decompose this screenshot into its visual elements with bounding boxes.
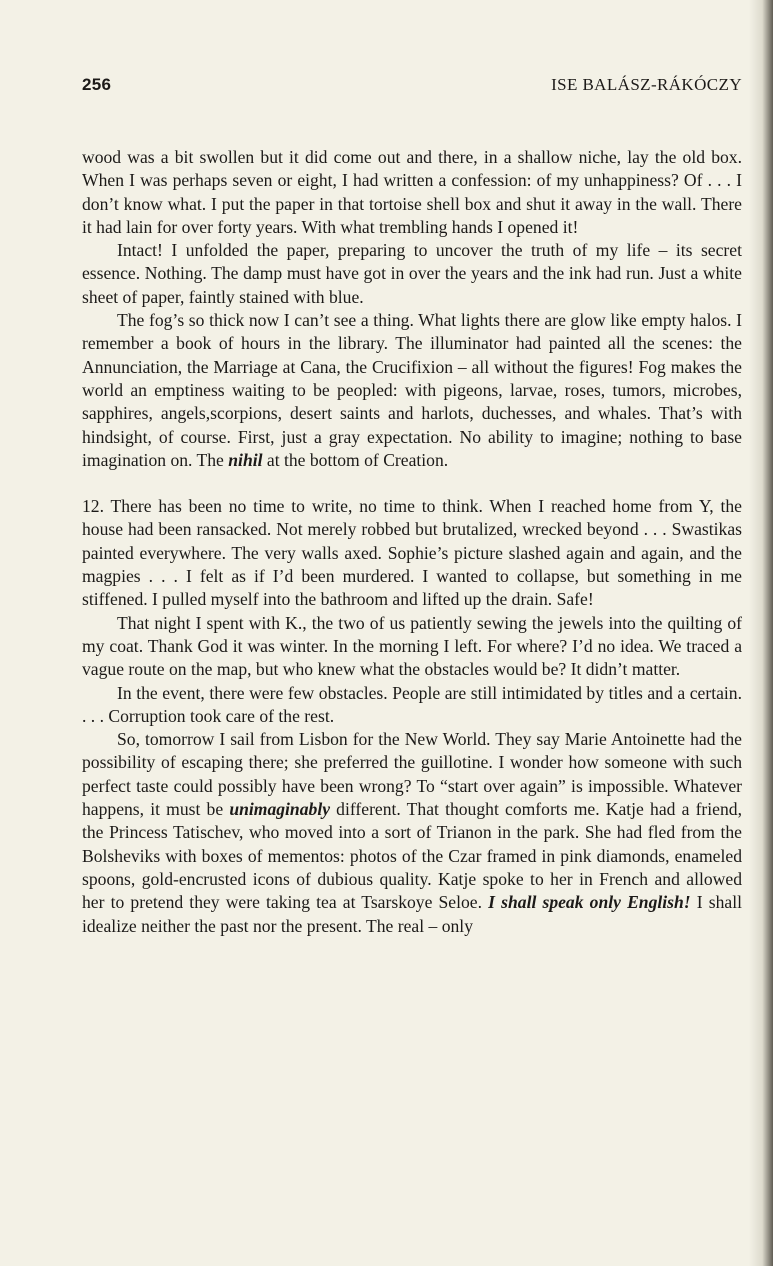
running-title: ISE BALÁSZ-RÁKÓCZY <box>551 75 742 94</box>
paragraph-3-text-b: at the bottom of Creation. <box>262 449 449 470</box>
emphasis-nihil: nihil <box>228 449 263 470</box>
paragraph-7 <box>82 728 742 938</box>
paragraph-4-section-12: 12. There has been no time to write, no time to think. When I reached home from Y, the house had been ransacked. Not merely robbed but brutalized, wrecked beyond . . . Swastikas painted everywhere. The very walls axed. Sophie’s picture slashed again and again, and the magpies . . . I felt as if I’d been murdered. I wanted to collapse, but something in me stiffened. I pulled myself into the bathroom and lifted up the drain. Safe! <box>82 496 742 610</box>
paragraph-7-text-a: So, tomorrow I sail from Lisbon for the New World. They say Marie Antoinette had the possibility of escaping there; she preferred the guillotine. I wonder how someone with such perfect taste could possibly have been wrong? To “start over again” is impossible. Whatever happens, it must be <box>82 729 742 820</box>
paragraph-5: That night I spent with K., the two of us patiently sewing the jewels into the quilting of my coat. Thank God it was winter. In the morning I left. For where? I’d no idea. We traced a vague route on the map, but who knew what the obstacles would be? It didn’t matter. <box>82 612 742 680</box>
running-head <box>82 75 742 101</box>
paragraph-2: Intact! I unfolded the paper, preparing to uncover the truth of my life – its secret essence. Nothing. The damp must have got in over the years and the ink had run. Just a white sheet of paper, faintly stained with blue. <box>82 240 742 307</box>
paragraph-3-text-a: The fog’s so thick now I can’t see a thing. What lights there are glow like empty halos. I remember a book of hours in the library. The illuminator had painted all the scenes: the Annunciation, the Marriage at Cana, the Crucifixion – all without the figures! Fog makes the world an emptiness waiting to be peopled: with pigeons, larvae, roses, tumors, microbes, sapphires, angels,scorpions, desert saints and harlots, duchesses, and whales. That’s with hindsight, of course. First, just a gray expectation. No ability to imagine; nothing to base imagination on. The <box>82 310 742 470</box>
paragraph-1: wood was a bit swollen but it did come out and there, in a shallow niche, lay the old box. When I was perhaps seven or eight, I had written a confession: of my unhappiness? Of . . . I don’t know what. I put the paper in that tortoise shell box and shut it away in the wall. There it had lain for over forty years. With what trembling hands I opened it! <box>82 147 742 237</box>
emphasis-unimaginably: unimaginably <box>229 799 331 820</box>
emphasis-speak-english: I shall speak only English! <box>488 892 691 913</box>
page-number: 256 <box>82 75 112 94</box>
paragraph-7-text-c: I shall idealize neither the past nor the present. The real – only <box>82 892 742 936</box>
paragraph-3 <box>82 309 742 472</box>
paragraph-6: In the event, there were few obstacles. People are still intimidated by titles and a certain. . . . Corruption took care of the rest. <box>82 682 742 726</box>
paragraph-7-text-b: different. That thought comforts me. Katje had a friend, the Princess Tatischev, who moved into a sort of Trianon in the park. She had fled from the Bolsheviks with boxes of mementos: photos of the Czar framed in pink diamonds, enameled spoons, gold-encrusted icons of dubious quality. Katje spoke to her in French and allowed her to pretend they were taking tea at Tsarskoye Seloe. <box>82 799 742 913</box>
page-edge-shadow <box>749 0 773 1266</box>
body-text <box>82 146 742 938</box>
